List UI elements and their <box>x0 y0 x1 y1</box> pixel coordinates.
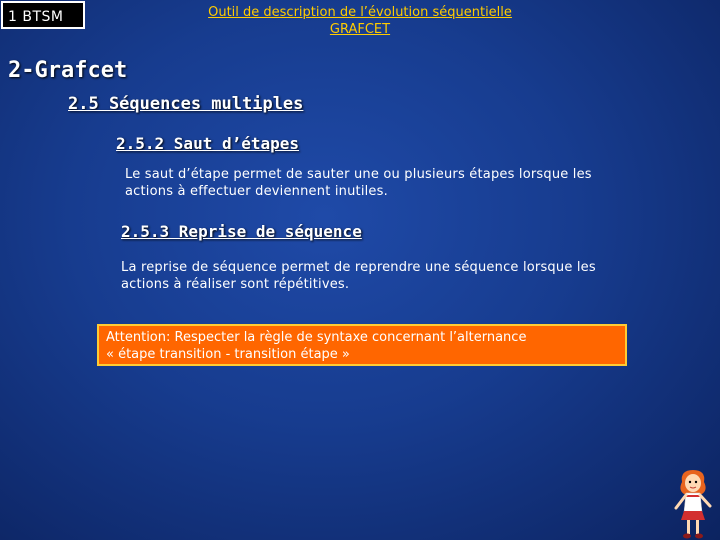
saut-etapes-text-line2: actions à effectuer deviennent inutiles. <box>125 184 388 199</box>
attention-line2: « étape transition - transition étape » <box>106 347 350 362</box>
attention-line1: Attention: Respecter la règle de syntaxe concernant l’alternance <box>106 330 527 345</box>
saut-etapes-heading: 2.5.2 Saut d’étapes <box>116 134 300 153</box>
saut-etapes-text-line1: Le saut d’étape permet de sauter une ou plusieurs étapes lorsque les <box>125 167 592 182</box>
course-badge: 1 BTSM <box>1 1 85 29</box>
section-title: 2-Grafcet <box>8 58 128 83</box>
reprise-sequence-text <box>121 259 691 293</box>
header-title <box>160 4 560 38</box>
reprise-sequence-heading: 2.5.3 Reprise de séquence <box>121 222 362 241</box>
subsection-title: 2.5 Séquences multiples <box>68 94 304 114</box>
header-title-line2: GRAFCET <box>329 22 391 37</box>
header-title-line1: Outil de description de l’évolution séquentielle <box>208 5 512 20</box>
girl-character-icon <box>668 468 718 540</box>
attention-box <box>97 324 627 366</box>
reprise-sequence-text-line1: La reprise de séquence permet de reprendre une séquence lorsque les <box>121 260 596 275</box>
reprise-sequence-text-line2: actions à réaliser sont répétitives. <box>121 277 350 292</box>
saut-etapes-text <box>125 166 685 200</box>
